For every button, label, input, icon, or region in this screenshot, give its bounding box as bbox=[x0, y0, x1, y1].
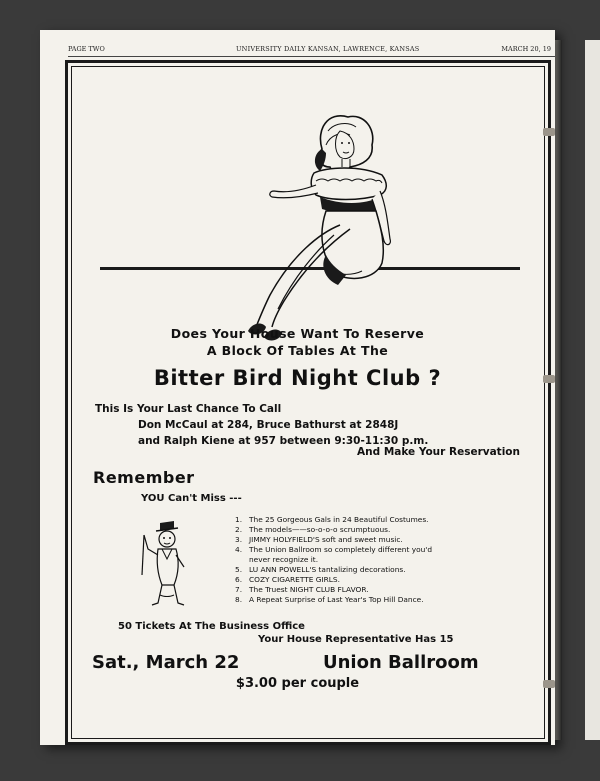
list-item: 2. The models——so-o-o-o scrumptuous. bbox=[235, 525, 391, 534]
page-header bbox=[68, 42, 555, 57]
event-venue: Union Ballroom bbox=[323, 652, 479, 673]
call-line-3: and Ralph Kiene at 957 between 9:30-11:30 p.m. bbox=[138, 435, 429, 447]
list-item: 4. The Union Ballroom so completely different you'd bbox=[235, 545, 433, 554]
headline-question-line-2: A Block Of Tables At The bbox=[206, 343, 389, 358]
list-item: 1. The 25 Gorgeous Gals in 24 Beautiful Costumes. bbox=[235, 515, 429, 524]
representative-line: Your House Representative Has 15 bbox=[258, 634, 454, 645]
binder-clip bbox=[543, 128, 555, 136]
list-item-continuation: never recognize it. bbox=[249, 555, 319, 564]
ticket-price: $3.00 per couple bbox=[235, 676, 360, 691]
issue-date: MARCH 20, 19 bbox=[501, 45, 551, 53]
adjacent-page bbox=[585, 40, 600, 740]
page-number: PAGE TWO bbox=[68, 45, 105, 53]
masthead: UNIVERSITY DAILY KANSAN, LAWRENCE, KANSAS bbox=[236, 45, 420, 53]
list-item: 8. A Repeat Surprise of Last Year's Top Hill Dance. bbox=[235, 595, 424, 604]
top-hat-mascot-illustration bbox=[140, 515, 192, 610]
club-name-headline: Bitter Bird Night Club ? bbox=[153, 366, 442, 390]
binder-clip bbox=[543, 680, 555, 688]
call-line-1: This Is Your Last Chance To Call bbox=[95, 403, 282, 415]
list-item: 3. JIMMY HOLYFIELD'S soft and sweet music. bbox=[235, 535, 403, 544]
call-line-2: Don McCaul at 284, Bruce Bathurst at 2848J bbox=[138, 419, 399, 431]
list-item: 6. COZY CIGARETTE GIRLS. bbox=[235, 575, 340, 584]
headline-question-line-1: Does Your House Want To Reserve bbox=[170, 326, 425, 341]
pinup-girl-illustration bbox=[230, 105, 460, 355]
list-item: 5. LU ANN POWELL'S tantalizing decorations. bbox=[235, 565, 406, 574]
reservation-line: And Make Your Reservation bbox=[357, 446, 520, 458]
tickets-line: 50 Tickets At The Business Office bbox=[118, 621, 305, 632]
newspaper-page bbox=[40, 30, 555, 745]
remember-heading: Remember bbox=[93, 468, 195, 487]
list-item: 7. The Truest NIGHT CLUB FLAVOR. bbox=[235, 585, 369, 594]
event-date: Sat., March 22 bbox=[92, 652, 240, 673]
cant-miss-subheading: YOU Can't Miss --- bbox=[141, 493, 242, 504]
binder-clip bbox=[543, 375, 555, 383]
attractions-list bbox=[235, 515, 505, 605]
